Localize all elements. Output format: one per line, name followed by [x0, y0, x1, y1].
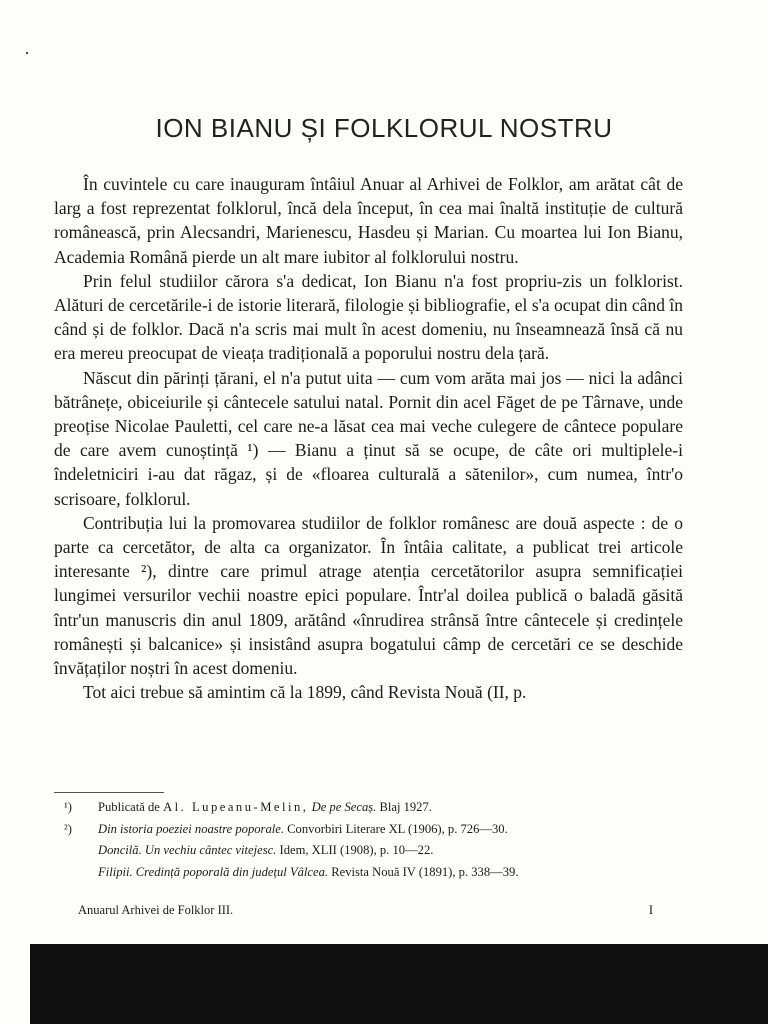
footnote-marker: ²) — [64, 821, 72, 836]
footnote-2-continued — [54, 862, 683, 884]
footnote-text: Convorbiri Literare XL (1906), p. 726—30. — [287, 821, 508, 836]
footnote-work-title: De pe Secaș. — [311, 800, 377, 814]
footnotes — [54, 797, 683, 883]
paragraph: Contribuția lui la promovarea studiilor de folklor românesc are două aspecte : de o parte ca cercetător, de alta ca organizator. În întâia calitate, a publicat trei articole interesante ²), dintre care primul atrage atenția cercetătorilor asupra semnificației lungimei versurilor vechii noastre epici populare. Într'al doilea publică o baladă găsită într'un manuscris din anul 1809, arătând «înrudirea strânsă între cântecele și credințele românești și balcanice» și insistând asupra bogatului câmp de cercetări ce se deschide învățaților noștri în acest domeniu. — [54, 512, 683, 679]
scan-edge-shadow — [30, 944, 768, 1024]
footnote-work-title: Doncilă. Un vechiu cântec vitejesc. — [98, 843, 277, 857]
article-body — [54, 172, 683, 704]
footnote-author: Al. Lupeanu-Melin, — [163, 800, 309, 814]
footnote-work-title: Filipii. Credință poporală din județul Vâlcea. — [98, 864, 329, 879]
footnote-2 — [54, 819, 683, 841]
paragraph: Tot aici trebue să amintim că la 1899, când Revista Nouă (II, p. — [83, 682, 527, 703]
page-number: I — [648, 903, 653, 917]
page-title: ION BIANU ȘI FOLKLORUL NOSTRU — [155, 113, 613, 143]
footnote-2-continued — [54, 840, 683, 862]
scan-speck — [26, 52, 28, 54]
paragraph: Prin felul studiilor cărora s'a dedicat, Ion Bianu n'a fost propriu-zis un folklorist. Alături de cercetările-i de istorie literară, filologie și bibliografie, el s'a ocupat din când în când și de folklor. Dacă n'a scris mai mult în acest domeniu, nu înseamnează însă că nu era mereu preocupat de vieața tradițională a poporului nostru dela țară. — [54, 270, 683, 364]
page-footer — [78, 903, 653, 918]
footnote-text: Publicată de — [98, 800, 160, 814]
footnote-text: Revista Nouă IV (1891), p. 338—39. — [331, 864, 519, 879]
footnote-work-title: Din istoria poeziei noastre poporale. — [98, 821, 284, 836]
footnote-marker: ¹) — [64, 800, 72, 814]
footnote-1 — [54, 797, 683, 819]
running-footer: Anuarul Arhivei de Folklor III. — [78, 903, 234, 917]
footnote-divider — [54, 792, 164, 793]
paragraph: Născut din părinți țărani, el n'a putut uita — cum vom arăta mai jos — nici la adânci bătrânețe, obiceiurile și cântecele satului natal. Pornit din acel Făget de pe Târnave, unde preoțise Nicolae Pauletti, cel care ne-a lăsat cea mai veche culegere de cântece populare de care avem cunoștință ¹) — Bianu a ținut să se ocupe, de câte ori multiplele-i îndeletniciri i-au dat răgaz, și de «floarea culturală a sătenilor», cum numea, într'o scrisoare, folklorul. — [54, 367, 683, 509]
footnote-text: Idem, XLII (1908), p. 10—22. — [279, 843, 434, 857]
footnote-text: Blaj 1927. — [379, 800, 432, 814]
paragraph: În cuvintele cu care inauguram întâiul Anuar al Arhivei de Folklor, am arătat cât de larg a fost reprezentat folklorul, încă dela început, în cea mai înaltă instituție de cultură românească, prin Alecsandri, Marienescu, Hasdeu și Marian. Cu moartea lui Ion Bianu, Academia Română pierde un alt mare iubitor al folklorului nostru. — [54, 174, 683, 267]
